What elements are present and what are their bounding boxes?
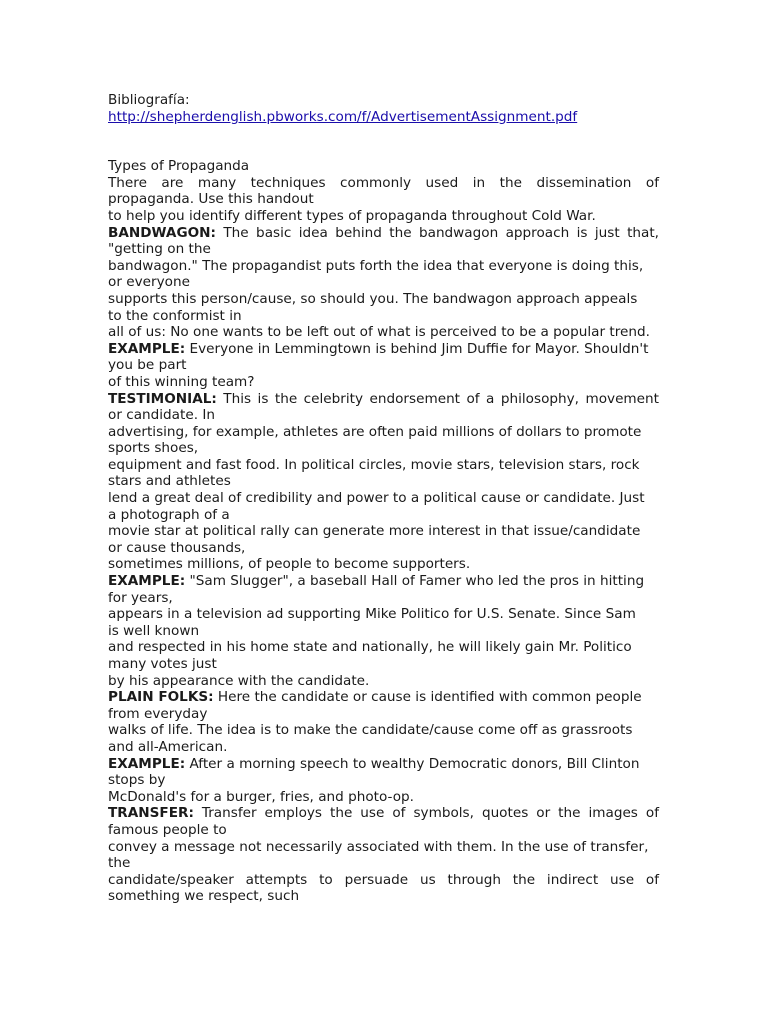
bandwagon-line-3: bandwagon." The propagandist puts forth the idea that everyone is doing this, (108, 257, 644, 274)
transfer-line-2: famous people to (108, 821, 227, 838)
bibliography-link[interactable]: http://shepherdenglish.pbworks.com/f/AdvertisementAssignment.pdf (108, 108, 578, 125)
bandwagon-line-7: all of us: No one wants to be left out of what is perceived to be a popular trend. (108, 324, 650, 341)
testimonial-example-line-7: by his appearance with the candidate. (108, 672, 370, 689)
plain-folks-line-1 (108, 689, 659, 706)
plain-folks-line-2: from everyday (108, 705, 208, 722)
intro-line-2: propaganda. Use this handout (108, 191, 314, 208)
transfer-line-3: convey a message not necessarily associated with them. In the use of transfer, (108, 838, 649, 855)
intro-line-3: to help you identify different types of propaganda throughout Cold War. (108, 207, 596, 224)
bandwagon-example-line-3: of this winning team? (108, 373, 255, 390)
testimonial-line-10: or cause thousands, (108, 539, 246, 556)
plain-folks-text: Here the candidate or cause is identified with common people (213, 689, 642, 706)
testimonial-example-line-2: for years, (108, 589, 173, 606)
transfer-term: TRANSFER: (108, 805, 194, 822)
transfer-text: Transfer employs the use of symbols, quotes or the images of (193, 805, 659, 822)
testimonial-example-line-3: appears in a television ad supporting Mike Politico for U.S. Senate. Since Sam (108, 606, 636, 623)
bandwagon-text: The basic idea behind the bandwagon approach is just that, (215, 224, 659, 241)
transfer-line-4: the (108, 855, 131, 872)
testimonial-text: This is the celebrity endorsement of a philosophy, movement (216, 390, 659, 407)
testimonial-line-3: advertising, for example, athletes are often paid millions of dollars to promote (108, 423, 642, 440)
transfer-line-1 (108, 805, 659, 822)
testimonial-example-line-5: and respected in his home state and nationally, he will likely gain Mr. Politico (108, 639, 632, 656)
example-term: EXAMPLE: (108, 573, 186, 590)
testimonial-line-11: sometimes millions, of people to become supporters. (108, 556, 471, 573)
plain-folks-line-3: walks of life. The idea is to make the candidate/cause come off as grassroots (108, 722, 633, 739)
plain-folks-line-4: and all-American. (108, 738, 228, 755)
example-term: EXAMPLE: (108, 340, 186, 357)
bandwagon-example-line-1 (108, 341, 659, 358)
bandwagon-example-line-2: you be part (108, 357, 187, 374)
testimonial-line-9: movie star at political rally can generate more interest in that issue/candidate (108, 523, 641, 540)
plain-folks-term: PLAIN FOLKS: (108, 689, 214, 706)
bandwagon-line-2: "getting on the (108, 241, 211, 258)
example-text: Everyone in Lemmingtown is behind Jim Duffie for Mayor. Shouldn't (185, 340, 649, 357)
document-page (108, 92, 659, 905)
plain-folks-example-line-3: McDonald's for a burger, fries, and photo-op. (108, 788, 414, 805)
testimonial-line-7: lend a great deal of credibility and power to a political cause or candidate. Just (108, 490, 645, 507)
plain-folks-example-line-1 (108, 756, 659, 773)
testimonial-example-line-6: many votes just (108, 656, 217, 672)
testimonial-term: TESTIMONIAL: (108, 390, 217, 407)
spacer (108, 125, 659, 158)
bandwagon-line-5: supports this person/cause, so should you. The bandwagon approach appeals (108, 290, 638, 307)
section-heading: Types of Propaganda (108, 158, 250, 175)
transfer-line-5: candidate/speaker attempts to persuade us through the indirect use of (108, 871, 659, 888)
bibliography-label: Bibliografía: (108, 92, 190, 108)
bandwagon-line-6: to the conformist in (108, 307, 242, 324)
intro-line-1: There are many techniques commonly used in the dissemination of (108, 174, 659, 191)
testimonial-line-5: equipment and fast food. In political circles, movie stars, television stars, rock (108, 456, 640, 473)
plain-folks-example-line-2: stops by (108, 772, 166, 789)
testimonial-example-line-1 (108, 573, 659, 590)
example-text: After a morning speech to wealthy Democratic donors, Bill Clinton (185, 755, 640, 772)
example-term: EXAMPLE: (108, 755, 186, 772)
testimonial-example-line-4: is well known (108, 622, 200, 639)
testimonial-line-4: sports shoes, (108, 440, 199, 457)
example-text: "Sam Slugger", a baseball Hall of Famer who led the pros in hitting (185, 573, 645, 590)
bandwagon-line-4: or everyone (108, 274, 190, 291)
bandwagon-line-1 (108, 225, 659, 242)
transfer-line-6: something we respect, such (108, 888, 300, 905)
testimonial-line-1 (108, 391, 659, 408)
bandwagon-term: BANDWAGON: (108, 224, 216, 241)
testimonial-line-8: a photograph of a (108, 506, 230, 523)
testimonial-line-2: or candidate. In (108, 407, 215, 424)
testimonial-line-6: stars and athletes (108, 473, 231, 490)
